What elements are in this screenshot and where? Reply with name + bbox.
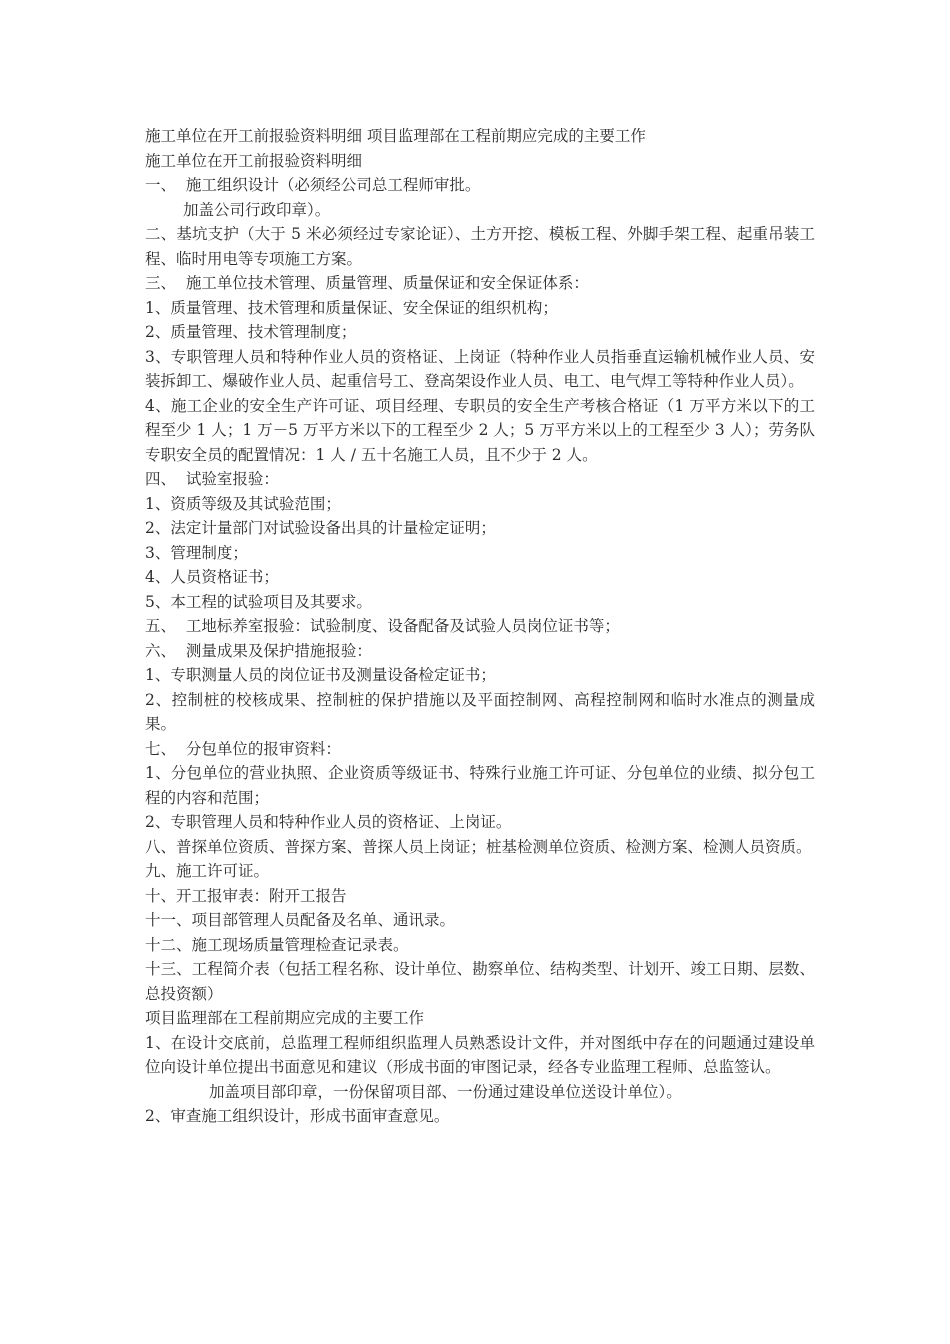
list-item: 2、专职管理人员和特种作业人员的资格证、上岗证。	[145, 813, 512, 831]
list-item: 1、质量管理、技术管理和质量保证、安全保证的组织机构；	[145, 298, 558, 317]
list-item: 3、专职管理人员和特种作业人员的资格证、上岗证（特种作业人员指垂直运输机械作业人员、安装拆卸工、爆破作业人员、起重信号工、登高架设作业人员、电工、电气焊工等特种作业人员）。	[145, 347, 815, 390]
list-item: 六、 测量成果及保护措施报验：	[145, 641, 372, 660]
list-item-continuation: 加盖项目部印章，一份保留项目部、一份通过建设单位送设计单位）。	[209, 1082, 682, 1101]
list-item: 十二、施工现场质量管理检查记录表。	[145, 935, 409, 954]
document-title: 施工单位在开工前报验资料明细 项目监理部在工程前期应完成的主要工作	[145, 127, 646, 145]
list-item: 七、 分包单位的报审资料：	[145, 739, 341, 758]
list-item: 五、 工地标养室报验：试验制度、设备配备及试验人员岗位证书等；	[145, 617, 620, 635]
list-item: 十三、工程简介表（包括工程名称、设计单位、勘察单位、结构类型、计划开、竣工日期、层数、总投资额）	[145, 960, 815, 1003]
list-item: 4、施工企业的安全生产许可证、项目经理、专职员的安全生产考核合格证（1 万平方米以下的工程至少 1 人；1 万－5 万平方米以下的工程至少 2 人；5 万平方米以上的工程至少 3 人）；劳务队专职安全员的配置情况：1 人 / 五十名施工人员，且不少于 2 人。	[145, 396, 815, 464]
list-item: 2、法定计量部门对试验设备出具的计量检定证明；	[145, 519, 496, 537]
list-item: 1、分包单位的营业执照、企业资质等级证书、特殊行业施工许可证、分包单位的业绩、拟分包工程的内容和范围；	[145, 764, 815, 807]
list-item: 4、人员资格证书；	[145, 568, 279, 586]
list-item: 十一、项目部管理人员配备及名单、通讯录。	[145, 911, 456, 929]
list-item: 九、施工许可证。	[145, 862, 270, 880]
list-item: 2、控制桩的校核成果、控制桩的保护措施以及平面控制网、高程控制网和临时水准点的测量成果。	[145, 690, 815, 733]
list-item: 二、基坑支护（大于 5 米必须经过专家论证）、土方开挖、模板工程、外脚手架工程、起重吊装工程、临时用电等专项施工方案。	[145, 225, 815, 268]
section-heading: 施工单位在开工前报验资料明细	[145, 151, 363, 170]
document-body	[145, 124, 815, 1129]
list-item: 5、本工程的试验项目及其要求。	[145, 592, 372, 611]
list-item: 十、开工报审表：附开工报告	[145, 886, 347, 905]
list-item: 一、 施工组织设计（必须经公司总工程师审批。	[145, 176, 481, 194]
list-item: 1、专职测量人员的岗位证书及测量设备检定证书；	[145, 666, 496, 684]
list-item: 2、审查施工组织设计，形成书面审查意见。	[145, 1107, 450, 1125]
list-item: 2、质量管理、技术管理制度；	[145, 323, 357, 341]
list-item-continuation: 加盖公司行政印章）。	[183, 200, 331, 219]
list-item: 四、 试验室报验：	[145, 470, 279, 488]
section-heading: 项目监理部在工程前期应完成的主要工作	[145, 1009, 425, 1027]
list-item: 1、资质等级及其试验范围；	[145, 494, 341, 513]
list-item: 三、 施工单位技术管理、质量管理、质量保证和安全保证体系：	[145, 274, 589, 292]
list-item: 八、普探单位资质、普探方案、普探人员上岗证；桩基检测单位资质、检测方案、检测人员资质。	[145, 837, 812, 856]
list-item: 1、在设计交底前，总监理工程师组织监理人员熟悉设计文件，并对图纸中存在的问题通过建设单位向设计单位提出书面意见和建议（形成书面的审图记录，经各专业监理工程师、总监签认。	[145, 1033, 815, 1076]
list-item: 3、管理制度；	[145, 543, 248, 562]
